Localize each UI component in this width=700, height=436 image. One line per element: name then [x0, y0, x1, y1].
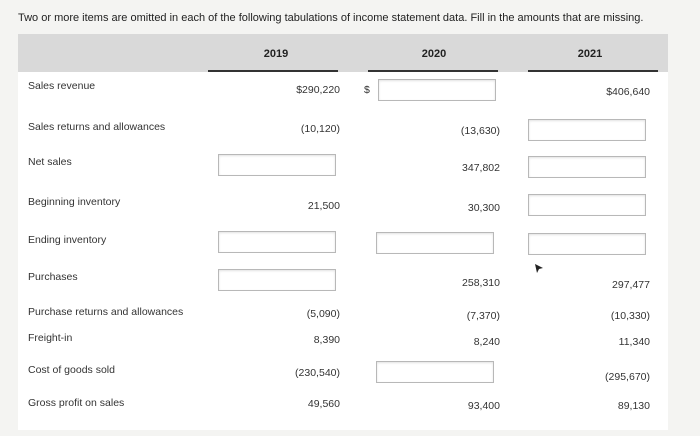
input-2019-purchases[interactable]	[218, 269, 336, 291]
value-2019-gross-profit: 49,560	[307, 398, 340, 410]
row-label-gross-profit: Gross profit on sales	[28, 397, 125, 409]
year-header-2020: 2020	[421, 48, 447, 60]
value-2020-freight-in: 8,240	[473, 336, 500, 348]
value-2019-sales-returns: (10,120)	[300, 123, 340, 135]
row-label-ending-inventory: Ending inventory	[28, 234, 107, 246]
value-2021-purchases: 297,477	[612, 279, 650, 291]
value-2019-sales-revenue: $290,220	[296, 84, 340, 96]
row-label-cogs: Cost of goods sold	[28, 364, 115, 376]
value-2019-cogs: (230,540)	[295, 367, 340, 379]
year-header-2019: 2019	[263, 48, 289, 60]
dollar-sign: $	[364, 84, 370, 96]
input-2020-sales-revenue[interactable]	[378, 79, 496, 101]
header-underline-2020	[368, 70, 498, 72]
row-label-net-sales: Net sales	[28, 156, 72, 168]
value-2019-freight-in: 8,390	[313, 334, 340, 346]
value-2020-gross-profit: 93,400	[467, 400, 500, 412]
row-label-beginning-inventory: Beginning inventory	[28, 196, 121, 208]
value-2020-net-sales: 347,802	[462, 162, 500, 174]
value-2021-freight-in: 11,340	[618, 336, 650, 348]
value-2019-purchase-returns: (5,090)	[306, 308, 340, 320]
input-2021-beginning-inventory[interactable]	[528, 194, 646, 216]
instructions-text: Two or more items are omitted in each of the following tabulations of income statement data. Fill in the amounts that are missing.	[18, 12, 644, 24]
year-header-2021: 2021	[577, 48, 603, 60]
value-2021-gross-profit: 89,130	[617, 400, 650, 412]
value-2020-purchase-returns: (7,370)	[466, 310, 500, 322]
header-underline-2019	[208, 70, 338, 72]
row-label-freight-in: Freight-in	[28, 332, 73, 344]
row-label-sales-returns: Sales returns and allowances	[28, 121, 166, 133]
value-2021-purchase-returns: (10,330)	[610, 310, 650, 322]
row-label-purchase-returns: Purchase returns and allowances	[28, 306, 184, 318]
value-2019-beginning-inventory: 21,500	[307, 200, 340, 212]
income-statement-table	[18, 34, 668, 430]
row-label-sales-revenue: Sales revenue	[28, 80, 96, 92]
mouse-cursor-icon	[534, 263, 544, 275]
input-2021-ending-inventory[interactable]	[528, 233, 646, 255]
input-2020-cogs[interactable]	[376, 361, 494, 383]
input-2019-net-sales[interactable]	[218, 154, 336, 176]
row-label-purchases: Purchases	[28, 271, 78, 283]
header-underline-2021	[528, 70, 658, 72]
input-2019-ending-inventory[interactable]	[218, 231, 336, 253]
value-2020-purchases: 258,310	[462, 277, 500, 289]
input-2021-net-sales[interactable]	[528, 156, 646, 178]
value-2020-sales-returns: (13,630)	[460, 125, 500, 137]
value-2021-sales-revenue: $406,640	[606, 86, 650, 98]
input-2021-sales-returns[interactable]	[528, 119, 646, 141]
value-2020-beginning-inventory: 30,300	[467, 202, 500, 214]
value-2021-cogs: (295,670)	[605, 371, 650, 383]
input-2020-ending-inventory[interactable]	[376, 232, 494, 254]
